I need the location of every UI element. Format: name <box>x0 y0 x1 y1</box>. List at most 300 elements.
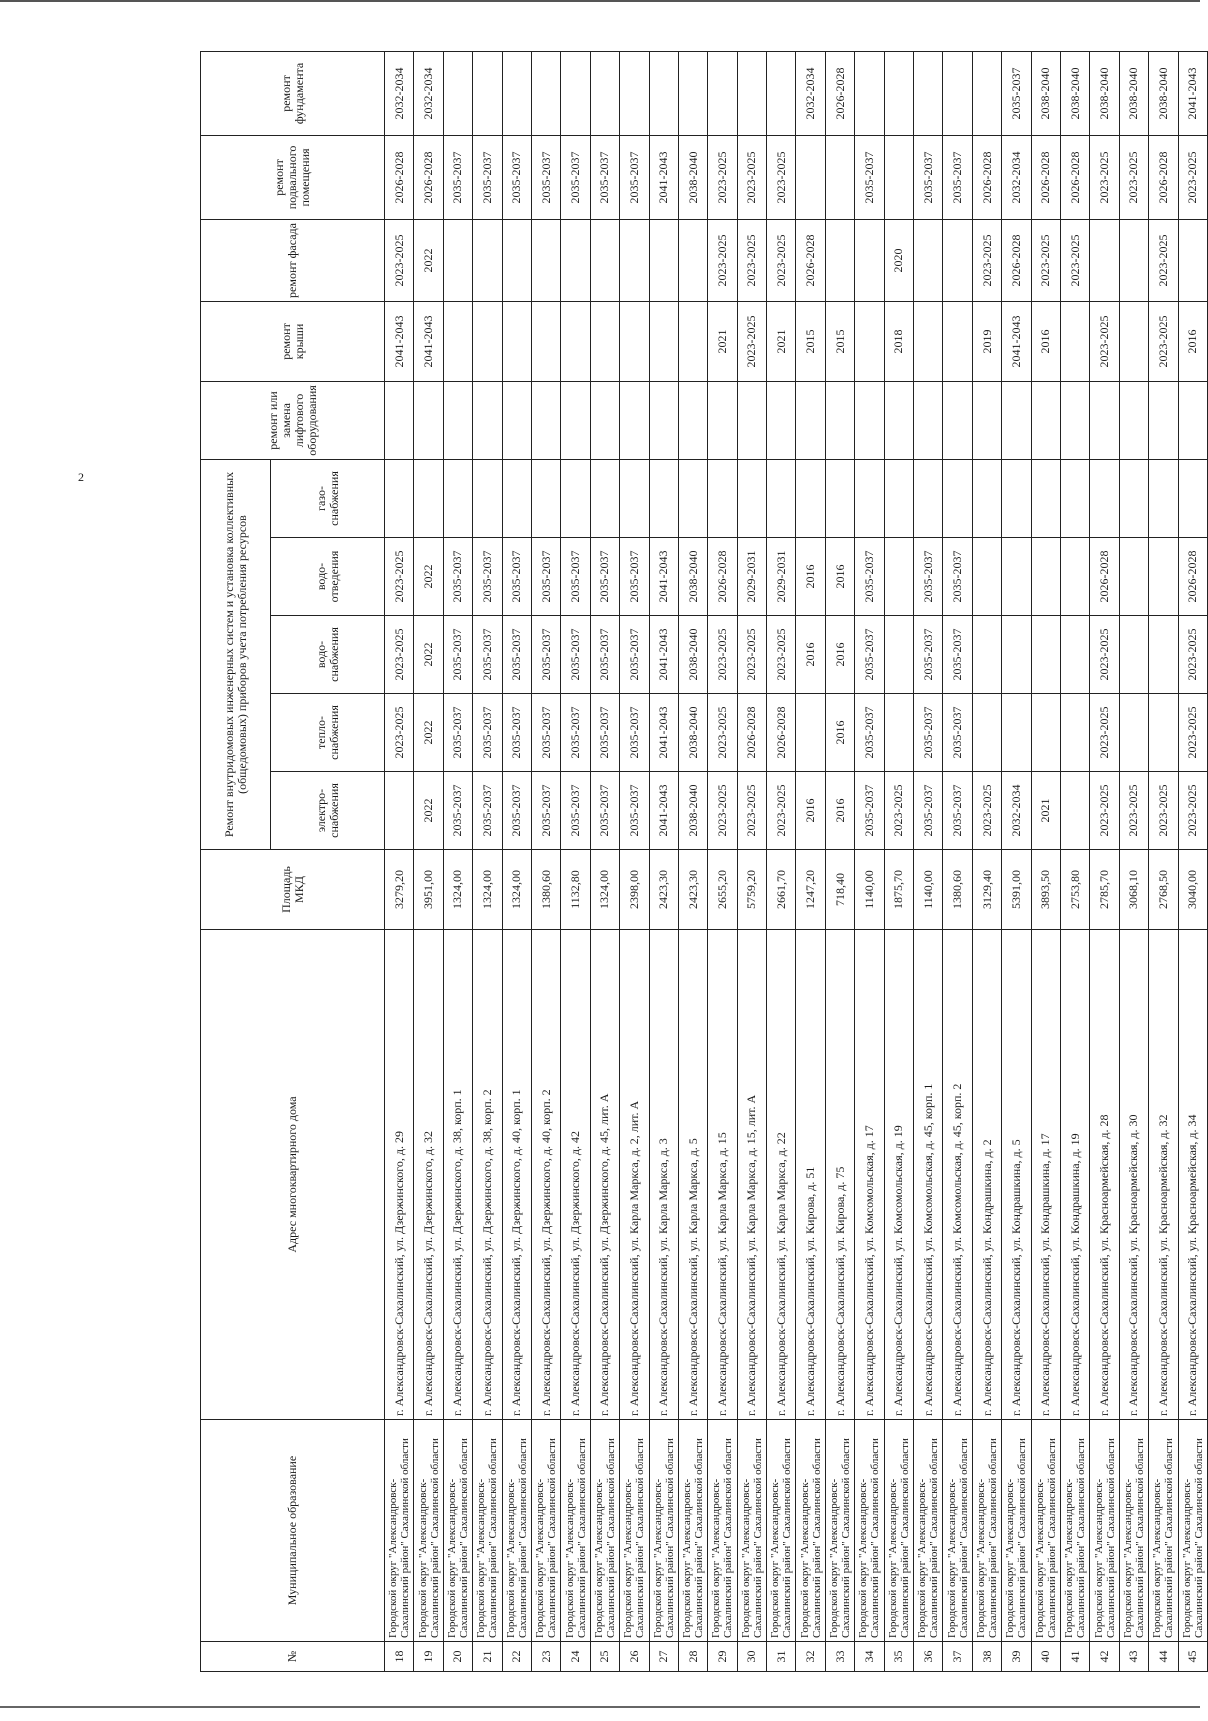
header-num: № <box>201 1642 385 1672</box>
row-area: 1132,80 <box>561 850 590 930</box>
row-elevator <box>561 381 590 459</box>
row-water-disposal: 2035-2037 <box>914 538 943 616</box>
row-gas <box>943 459 972 537</box>
table-row <box>678 51 707 1671</box>
row-number: 41 <box>1060 1642 1089 1672</box>
row-water-supply: 2035-2037 <box>531 616 560 694</box>
row-gas <box>620 459 649 537</box>
row-electro: 2035-2037 <box>914 772 943 850</box>
row-facade <box>678 219 707 301</box>
repair-schedule-table <box>200 51 1208 1672</box>
row-elevator <box>708 381 737 459</box>
row-foundation: 2032-2034 <box>796 51 825 135</box>
row-basement: 2026-2028 <box>385 135 414 219</box>
row-roof: 2023-2025 <box>737 301 766 381</box>
row-roof: 2023-2025 <box>1149 301 1178 381</box>
row-gas <box>1149 459 1178 537</box>
row-foundation <box>620 51 649 135</box>
row-roof: 2019 <box>972 301 1001 381</box>
row-address: г. Александровск-Сахалинский, ул. Красноармейская, д. 32 <box>1149 930 1178 1420</box>
row-basement: 2038-2040 <box>678 135 707 219</box>
row-facade: 2026-2028 <box>1002 219 1031 301</box>
row-roof <box>502 301 531 381</box>
header-area: Площадь МКД <box>201 850 385 930</box>
row-water-disposal <box>972 538 1001 616</box>
row-area: 2423,30 <box>678 850 707 930</box>
row-address: г. Александровск-Сахалинский, ул. Дзержинского, д. 38, корп. 1 <box>443 930 472 1420</box>
row-water-disposal <box>1119 538 1148 616</box>
row-facade: 2023-2025 <box>708 219 737 301</box>
row-heat: 2035-2037 <box>620 694 649 772</box>
header-gas: газо-снабжения <box>271 459 385 537</box>
row-roof: 2015 <box>796 301 825 381</box>
row-number: 19 <box>414 1642 443 1672</box>
row-foundation: 2038-2040 <box>1119 51 1148 135</box>
row-gas <box>972 459 1001 537</box>
row-elevator <box>796 381 825 459</box>
row-heat <box>1060 694 1089 772</box>
row-heat: 2035-2037 <box>590 694 619 772</box>
row-area: 718,40 <box>825 850 854 930</box>
row-gas <box>590 459 619 537</box>
row-water-supply: 2035-2037 <box>473 616 502 694</box>
row-address: г. Александровск-Сахалинский, ул. Кондрашкина, д. 2 <box>972 930 1001 1420</box>
row-municipality: Городской округ "Александровск-Сахалинский район" Сахалинской области <box>531 1420 560 1642</box>
row-gas <box>1031 459 1060 537</box>
row-foundation: 2035-2037 <box>1002 51 1031 135</box>
row-foundation: 2038-2040 <box>1031 51 1060 135</box>
row-foundation <box>972 51 1001 135</box>
row-water-disposal: 2035-2037 <box>443 538 472 616</box>
row-address: г. Александровск-Сахалинский, ул. Кондрашкина, д. 17 <box>1031 930 1060 1420</box>
row-basement: 2032-2034 <box>1002 135 1031 219</box>
row-heat: 2026-2028 <box>737 694 766 772</box>
row-water-disposal: 2026-2028 <box>708 538 737 616</box>
row-address: г. Александровск-Сахалинский, ул. Дзержинского, д. 40, корп. 2 <box>531 930 560 1420</box>
row-heat: 2026-2028 <box>767 694 796 772</box>
row-foundation <box>767 51 796 135</box>
row-basement: 2035-2037 <box>590 135 619 219</box>
row-water-supply: 2035-2037 <box>914 616 943 694</box>
row-electro <box>1060 772 1089 850</box>
header-elevator: ремонт или замена лифтового оборудования <box>201 381 385 459</box>
row-roof <box>678 301 707 381</box>
row-area: 1140,00 <box>914 850 943 930</box>
row-facade <box>1119 219 1148 301</box>
row-facade <box>943 219 972 301</box>
header-basement: ремонт подвального помещения <box>201 135 385 219</box>
row-foundation: 2038-2040 <box>1090 51 1119 135</box>
row-facade <box>649 219 678 301</box>
row-municipality: Городской округ "Александровск-Сахалинский район" Сахалинской области <box>943 1420 972 1642</box>
row-facade <box>473 219 502 301</box>
row-electro: 2041-2043 <box>649 772 678 850</box>
row-electro: 2023-2025 <box>1178 772 1207 850</box>
row-roof: 2016 <box>1031 301 1060 381</box>
row-elevator <box>678 381 707 459</box>
row-facade <box>620 219 649 301</box>
row-address: г. Александровск-Сахалинский, ул. Дзержинского, д. 32 <box>414 930 443 1420</box>
row-elevator <box>1149 381 1178 459</box>
row-gas <box>884 459 913 537</box>
row-electro: 2016 <box>825 772 854 850</box>
row-municipality: Городской округ "Александровск-Сахалинский район" Сахалинской области <box>1031 1420 1060 1642</box>
row-water-disposal: 2016 <box>796 538 825 616</box>
row-facade: 2023-2025 <box>1031 219 1060 301</box>
row-facade: 2023-2025 <box>767 219 796 301</box>
row-heat: 2035-2037 <box>943 694 972 772</box>
row-electro: 2023-2025 <box>1090 772 1119 850</box>
row-water-disposal: 2016 <box>825 538 854 616</box>
row-municipality: Городской округ "Александровск-Сахалинский район" Сахалинской области <box>1149 1420 1178 1642</box>
row-heat: 2023-2025 <box>385 694 414 772</box>
row-heat: 2035-2037 <box>855 694 884 772</box>
row-heat: 2035-2037 <box>914 694 943 772</box>
row-number: 38 <box>972 1642 1001 1672</box>
row-roof <box>1060 301 1089 381</box>
row-water-disposal <box>884 538 913 616</box>
row-elevator <box>914 381 943 459</box>
row-municipality: Городской округ "Александровск-Сахалинский район" Сахалинской области <box>590 1420 619 1642</box>
row-heat <box>1149 694 1178 772</box>
row-facade <box>531 219 560 301</box>
row-area: 1380,60 <box>943 850 972 930</box>
row-roof <box>443 301 472 381</box>
row-water-supply <box>972 616 1001 694</box>
row-municipality: Городской округ "Александровск-Сахалинский район" Сахалинской области <box>1060 1420 1089 1642</box>
row-elevator <box>737 381 766 459</box>
row-facade <box>1090 219 1119 301</box>
row-heat: 2035-2037 <box>443 694 472 772</box>
row-elevator <box>531 381 560 459</box>
row-facade <box>502 219 531 301</box>
row-area: 2398,00 <box>620 850 649 930</box>
row-water-disposal: 2035-2037 <box>531 538 560 616</box>
row-number: 43 <box>1119 1642 1148 1672</box>
row-electro: 2023-2025 <box>1119 772 1148 850</box>
row-area: 2768,50 <box>1149 850 1178 930</box>
row-municipality: Городской округ "Александровск-Сахалинский район" Сахалинской области <box>1002 1420 1031 1642</box>
row-heat: 2041-2043 <box>649 694 678 772</box>
row-water-disposal: 2035-2037 <box>855 538 884 616</box>
row-area: 1247,20 <box>796 850 825 930</box>
header-engineering-group: Ремонт внутридомовых инженерных систем и установка коллективных (общедомовых) приборов учета потребления ресурсов <box>201 459 271 849</box>
row-elevator <box>767 381 796 459</box>
row-heat <box>972 694 1001 772</box>
row-water-supply: 2035-2037 <box>561 616 590 694</box>
row-facade: 2023-2025 <box>972 219 1001 301</box>
row-basement: 2023-2025 <box>1090 135 1119 219</box>
row-roof: 2041-2043 <box>1002 301 1031 381</box>
row-gas <box>385 459 414 537</box>
row-elevator <box>943 381 972 459</box>
row-elevator <box>1119 381 1148 459</box>
row-electro: 2035-2037 <box>561 772 590 850</box>
row-water-disposal <box>1002 538 1031 616</box>
row-number: 31 <box>767 1642 796 1672</box>
row-water-disposal: 2035-2037 <box>590 538 619 616</box>
row-water-disposal: 2026-2028 <box>1178 538 1207 616</box>
row-heat <box>1002 694 1031 772</box>
row-number: 44 <box>1149 1642 1178 1672</box>
header-electro: электро-снабжения <box>271 772 385 850</box>
row-area: 1140,00 <box>855 850 884 930</box>
row-foundation <box>473 51 502 135</box>
header-water-supply: водо-снабжения <box>271 616 385 694</box>
row-municipality: Городской округ "Александровск-Сахалинский район" Сахалинской области <box>649 1420 678 1642</box>
table-row <box>414 51 443 1671</box>
table-header <box>201 51 385 1671</box>
row-number: 34 <box>855 1642 884 1672</box>
row-number: 30 <box>737 1642 766 1672</box>
row-area: 3068,10 <box>1119 850 1148 930</box>
row-facade <box>1178 219 1207 301</box>
row-area: 5759,20 <box>737 850 766 930</box>
row-basement: 2035-2037 <box>502 135 531 219</box>
row-water-disposal <box>1031 538 1060 616</box>
row-water-supply <box>1149 616 1178 694</box>
row-basement: 2035-2037 <box>855 135 884 219</box>
row-area: 1875,70 <box>884 850 913 930</box>
row-basement: 2023-2025 <box>1178 135 1207 219</box>
row-heat: 2035-2037 <box>473 694 502 772</box>
row-gas <box>737 459 766 537</box>
table-row <box>943 51 972 1671</box>
row-basement: 2035-2037 <box>620 135 649 219</box>
row-foundation <box>855 51 884 135</box>
row-basement: 2026-2028 <box>972 135 1001 219</box>
row-gas <box>473 459 502 537</box>
row-foundation <box>502 51 531 135</box>
row-address: г. Александровск-Сахалинский, ул. Кондрашкина, д. 19 <box>1060 930 1089 1420</box>
row-water-disposal: 2035-2037 <box>561 538 590 616</box>
row-water-disposal: 2022 <box>414 538 443 616</box>
row-foundation <box>943 51 972 135</box>
row-facade: 2020 <box>884 219 913 301</box>
row-address: г. Александровск-Сахалинский, ул. Комсомольская, д. 17 <box>855 930 884 1420</box>
row-electro <box>385 772 414 850</box>
row-heat <box>1119 694 1148 772</box>
row-basement: 2026-2028 <box>1031 135 1060 219</box>
row-foundation <box>678 51 707 135</box>
table-row <box>590 51 619 1671</box>
row-address: г. Александровск-Сахалинский, ул. Дзержинского, д. 38, корп. 2 <box>473 930 502 1420</box>
table-row <box>531 51 560 1671</box>
row-elevator <box>825 381 854 459</box>
row-elevator <box>443 381 472 459</box>
row-elevator <box>1090 381 1119 459</box>
row-municipality: Городской округ "Александровск-Сахалинский район" Сахалинской области <box>1090 1420 1119 1642</box>
row-municipality: Городской округ "Александровск-Сахалинский район" Сахалинской области <box>502 1420 531 1642</box>
table-row <box>649 51 678 1671</box>
table-row <box>767 51 796 1671</box>
row-address: г. Александровск-Сахалинский, ул. Дзержинского, д. 40, корп. 1 <box>502 930 531 1420</box>
row-address: г. Александровск-Сахалинский, ул. Красноармейская, д. 34 <box>1178 930 1207 1420</box>
row-area: 1324,00 <box>590 850 619 930</box>
row-municipality: Городской округ "Александровск-Сахалинский район" Сахалинской области <box>825 1420 854 1642</box>
row-roof: 2041-2043 <box>385 301 414 381</box>
row-foundation <box>443 51 472 135</box>
row-electro: 2035-2037 <box>502 772 531 850</box>
row-elevator <box>855 381 884 459</box>
row-municipality: Городской округ "Александровск-Сахалинский район" Сахалинской области <box>767 1420 796 1642</box>
row-heat: 2035-2037 <box>531 694 560 772</box>
header-heat: тепло-снабжения <box>271 694 385 772</box>
row-basement: 2026-2028 <box>414 135 443 219</box>
row-roof <box>561 301 590 381</box>
table-row <box>443 51 472 1671</box>
row-address: г. Александровск-Сахалинский, ул. Кирова, д. 75 <box>825 930 854 1420</box>
row-municipality: Городской округ "Александровск-Сахалинский район" Сахалинской области <box>884 1420 913 1642</box>
row-water-supply: 2016 <box>796 616 825 694</box>
row-roof <box>590 301 619 381</box>
table-row <box>1149 51 1178 1671</box>
row-number: 22 <box>502 1642 531 1672</box>
row-facade: 2023-2025 <box>385 219 414 301</box>
row-foundation: 2032-2034 <box>414 51 443 135</box>
row-roof: 2021 <box>767 301 796 381</box>
row-water-supply: 2035-2037 <box>855 616 884 694</box>
row-number: 33 <box>825 1642 854 1672</box>
row-basement <box>884 135 913 219</box>
row-basement: 2023-2025 <box>737 135 766 219</box>
row-facade <box>590 219 619 301</box>
row-municipality: Городской округ "Александровск-Сахалинский район" Сахалинской области <box>678 1420 707 1642</box>
row-elevator <box>1178 381 1207 459</box>
row-water-disposal: 2035-2037 <box>502 538 531 616</box>
page-number: 2 <box>78 470 84 484</box>
row-water-supply: 2041-2043 <box>649 616 678 694</box>
row-roof <box>620 301 649 381</box>
table-row <box>884 51 913 1671</box>
row-electro: 2023-2025 <box>737 772 766 850</box>
row-gas <box>414 459 443 537</box>
table-row <box>1031 51 1060 1671</box>
row-gas <box>1119 459 1148 537</box>
table-row <box>796 51 825 1671</box>
row-gas <box>678 459 707 537</box>
row-water-supply: 2016 <box>825 616 854 694</box>
table-row <box>825 51 854 1671</box>
row-basement: 2026-2028 <box>1060 135 1089 219</box>
row-electro: 2023-2025 <box>767 772 796 850</box>
row-number: 35 <box>884 1642 913 1672</box>
table-row <box>914 51 943 1671</box>
row-municipality: Городской округ "Александровск-Сахалинский район" Сахалинской области <box>972 1420 1001 1642</box>
row-area: 2423,30 <box>649 850 678 930</box>
row-municipality: Городской округ "Александровск-Сахалинский район" Сахалинской области <box>473 1420 502 1642</box>
row-foundation: 2041-2043 <box>1178 51 1207 135</box>
row-heat <box>1031 694 1060 772</box>
table-row <box>708 51 737 1671</box>
table-row <box>855 51 884 1671</box>
row-heat <box>796 694 825 772</box>
row-heat: 2022 <box>414 694 443 772</box>
row-foundation: 2032-2034 <box>385 51 414 135</box>
row-electro: 2023-2025 <box>708 772 737 850</box>
row-heat <box>884 694 913 772</box>
row-basement: 2035-2037 <box>473 135 502 219</box>
row-address: г. Александровск-Сахалинский, ул. Карла Маркса, д. 2, лит. А <box>620 930 649 1420</box>
table-row <box>1002 51 1031 1671</box>
header-address: Адрес многоквартирного дома <box>201 930 385 1420</box>
row-electro: 2035-2037 <box>855 772 884 850</box>
row-water-supply: 2023-2025 <box>767 616 796 694</box>
row-address: г. Александровск-Сахалинский, ул. Карла Маркса, д. 22 <box>767 930 796 1420</box>
table-row <box>561 51 590 1671</box>
row-basement: 2023-2025 <box>767 135 796 219</box>
row-water-disposal: 2023-2025 <box>385 538 414 616</box>
row-water-supply: 2035-2037 <box>443 616 472 694</box>
table-row <box>737 51 766 1671</box>
header-foundation: ремонт фундамента <box>201 51 385 135</box>
row-roof: 2023-2025 <box>1090 301 1119 381</box>
row-gas <box>767 459 796 537</box>
row-heat: 2023-2025 <box>1090 694 1119 772</box>
row-number: 45 <box>1178 1642 1207 1672</box>
row-elevator <box>590 381 619 459</box>
row-municipality: Городской округ "Александровск-Сахалинский район" Сахалинской области <box>737 1420 766 1642</box>
row-address: г. Александровск-Сахалинский, ул. Красноармейская, д. 30 <box>1119 930 1148 1420</box>
row-municipality: Городской округ "Александровск-Сахалинский район" Сахалинской области <box>855 1420 884 1642</box>
row-gas <box>796 459 825 537</box>
row-number: 26 <box>620 1642 649 1672</box>
scan-edge-top <box>0 0 1200 2</box>
row-electro: 2021 <box>1031 772 1060 850</box>
row-water-disposal: 2035-2037 <box>620 538 649 616</box>
row-water-supply <box>1119 616 1148 694</box>
row-foundation <box>649 51 678 135</box>
row-water-disposal: 2026-2028 <box>1090 538 1119 616</box>
header-roof: ремонт крыши <box>201 301 385 381</box>
row-facade <box>561 219 590 301</box>
row-address: г. Александровск-Сахалинский, ул. Дзержинского, д. 29 <box>385 930 414 1420</box>
row-municipality: Городской округ "Александровск-Сахалинский район" Сахалинской области <box>385 1420 414 1642</box>
row-gas <box>561 459 590 537</box>
row-facade <box>855 219 884 301</box>
row-roof <box>1119 301 1148 381</box>
table-row <box>385 51 414 1671</box>
row-number: 37 <box>943 1642 972 1672</box>
row-heat: 2023-2025 <box>708 694 737 772</box>
row-gas <box>825 459 854 537</box>
row-municipality: Городской округ "Александровск-Сахалинский район" Сахалинской области <box>914 1420 943 1642</box>
row-municipality: Городской округ "Александровск-Сахалинский район" Сахалинской области <box>1178 1420 1207 1642</box>
row-heat: 2035-2037 <box>561 694 590 772</box>
row-roof <box>943 301 972 381</box>
row-water-disposal: 2035-2037 <box>943 538 972 616</box>
row-roof: 2041-2043 <box>414 301 443 381</box>
row-address: г. Александровск-Сахалинский, ул. Карла Маркса, д. 3 <box>649 930 678 1420</box>
row-electro: 2035-2037 <box>620 772 649 850</box>
row-basement: 2023-2025 <box>1119 135 1148 219</box>
table-row <box>620 51 649 1671</box>
row-address: г. Александровск-Сахалинский, ул. Кирова, д. 51 <box>796 930 825 1420</box>
row-electro: 2016 <box>796 772 825 850</box>
row-electro: 2035-2037 <box>531 772 560 850</box>
row-water-supply: 2022 <box>414 616 443 694</box>
row-elevator <box>1060 381 1089 459</box>
row-municipality: Городской округ "Александровск-Сахалинский район" Сахалинской области <box>1119 1420 1148 1642</box>
row-water-supply <box>1002 616 1031 694</box>
row-number: 29 <box>708 1642 737 1672</box>
row-facade: 2023-2025 <box>1060 219 1089 301</box>
row-gas <box>531 459 560 537</box>
table-row <box>1119 51 1148 1671</box>
row-gas <box>1178 459 1207 537</box>
table-row <box>473 51 502 1671</box>
row-roof: 2015 <box>825 301 854 381</box>
